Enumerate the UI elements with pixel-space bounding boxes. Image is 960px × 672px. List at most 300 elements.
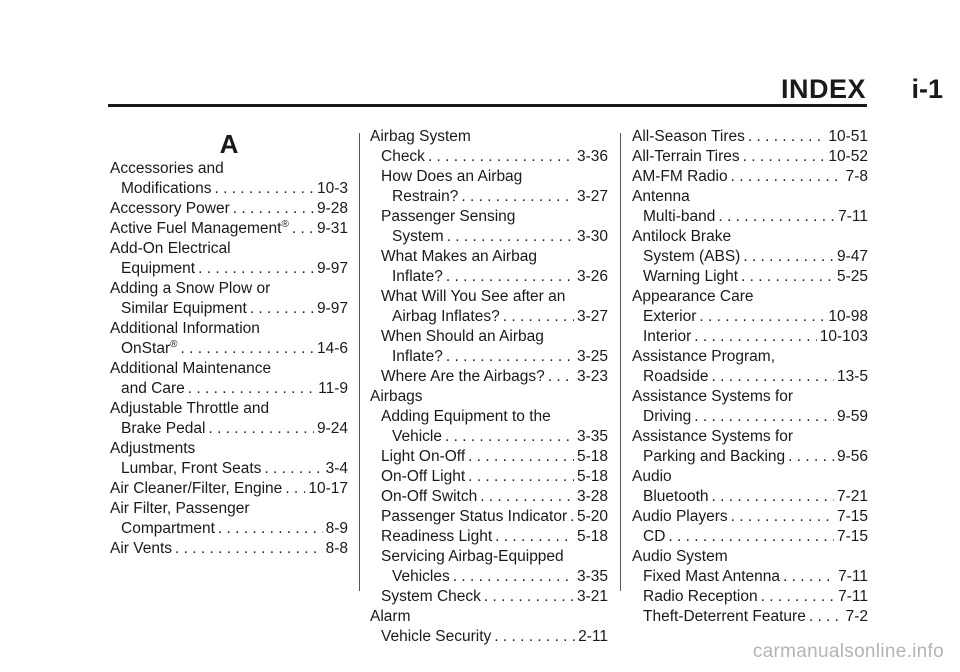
entry-label-text: and Care	[121, 380, 185, 397]
leader-dots	[484, 587, 574, 607]
entry-label	[381, 407, 551, 427]
entry-label-text: Adding a Snow Plow or	[110, 280, 271, 297]
index-entry	[110, 539, 348, 559]
index-entry	[110, 519, 348, 539]
entry-label-text: Compartment	[121, 520, 215, 537]
entry-label-text: How Does an Airbag	[381, 168, 523, 185]
entry-label-text: Roadside	[643, 368, 709, 385]
entry-page-ref: 10-52	[828, 148, 868, 165]
index-entry	[632, 207, 868, 227]
leader-dots	[468, 467, 574, 487]
index-entry	[632, 427, 868, 447]
index-entry	[370, 387, 608, 407]
index-entry	[370, 147, 608, 167]
entry-page-ref: 7-15	[836, 528, 868, 545]
entry-label	[381, 167, 522, 187]
entry-label-text: Vehicle Security	[381, 628, 492, 645]
entry-label	[643, 447, 785, 467]
column-divider	[620, 133, 621, 591]
entry-page-ref: 9-97	[316, 300, 348, 317]
index-entry	[632, 507, 868, 527]
entry-label	[643, 247, 740, 267]
entry-page-ref: 3-27	[576, 308, 608, 325]
entry-label-text: Air Vents	[110, 540, 173, 557]
entry-page-ref: 3-35	[576, 428, 608, 445]
index-entry	[370, 367, 608, 387]
entry-label-text: Warning Light	[643, 268, 739, 285]
index-entry	[110, 339, 348, 359]
index-entry	[370, 587, 608, 607]
leader-dots	[503, 307, 574, 327]
entry-label-text: Similar Equipment	[121, 300, 247, 317]
entry-label	[643, 407, 691, 427]
watermark-text: carmanualsonline.info	[752, 641, 944, 662]
entry-label-text: Adding Equipment to the	[381, 408, 551, 425]
entry-page-ref: 7-11	[838, 208, 868, 225]
index-entry	[632, 247, 868, 267]
entry-label-text: Light On-Off	[381, 448, 466, 465]
entry-page-ref: 9-97	[316, 260, 348, 277]
entry-page-ref: 7-8	[845, 168, 868, 185]
entry-label	[392, 267, 443, 287]
entry-label-text: Check	[381, 148, 425, 165]
index-entry	[110, 259, 348, 279]
leader-dots	[292, 219, 314, 239]
entry-label	[381, 507, 567, 527]
entry-label	[643, 327, 691, 347]
index-entry	[370, 187, 608, 207]
leader-dots	[175, 539, 323, 559]
entry-page-ref: 3-25	[576, 348, 608, 365]
entry-label	[121, 379, 185, 399]
leader-dots	[264, 459, 322, 479]
entry-page-ref: 9-31	[316, 220, 348, 237]
entry-label	[392, 347, 443, 367]
entry-page-ref: 7-2	[845, 608, 868, 625]
leader-dots	[461, 187, 574, 207]
entry-label	[392, 187, 458, 207]
entry-label-text: OnStar	[121, 340, 171, 357]
entry-label	[643, 367, 709, 387]
leader-dots	[809, 607, 843, 627]
entry-page-ref: 8-8	[325, 540, 348, 557]
entry-label	[110, 439, 195, 459]
index-entry	[632, 407, 868, 427]
leader-dots	[188, 379, 315, 399]
index-column-1	[110, 127, 348, 559]
entry-label	[632, 127, 745, 147]
header-rule	[108, 104, 867, 107]
entry-page-ref: 3-27	[576, 188, 608, 205]
entry-label	[381, 327, 544, 347]
entry-label	[643, 307, 696, 327]
index-entry	[370, 347, 608, 367]
entry-page-ref: 5-18	[576, 448, 608, 465]
entry-label-text: Inflate?	[392, 268, 443, 285]
leader-dots	[731, 167, 843, 187]
index-entry	[632, 547, 868, 567]
leader-dots	[699, 307, 825, 327]
entry-page-ref: 2-11	[578, 628, 608, 645]
leader-dots	[731, 507, 834, 527]
entry-label-text: Audio Players	[632, 508, 728, 525]
entry-label	[381, 367, 545, 387]
index-entry	[632, 227, 868, 247]
index-entry	[370, 167, 608, 187]
index-entry	[370, 247, 608, 267]
index-entry	[632, 127, 868, 147]
entry-label-text: Alarm	[370, 608, 411, 625]
index-entry	[632, 467, 868, 487]
entry-label	[632, 347, 775, 367]
entry-label-text: Passenger Sensing	[381, 208, 516, 225]
entry-label-text: Servicing Airbag-Equipped	[381, 548, 564, 565]
index-entry	[370, 567, 608, 587]
index-entry	[370, 207, 608, 227]
entry-label-text: Interior	[643, 328, 692, 345]
entry-label-text: Bluetooth	[643, 488, 709, 505]
index-entry	[370, 427, 608, 447]
index-entry	[110, 379, 348, 399]
index-entry	[110, 319, 348, 339]
entry-page-ref: 9-56	[836, 448, 868, 465]
leader-dots	[741, 267, 834, 287]
entry-label-text: Vehicles	[392, 568, 450, 585]
entry-label-text: What Makes an Airbag	[381, 248, 537, 265]
entry-label	[381, 247, 537, 267]
leader-dots	[570, 507, 574, 527]
entry-label-text: On-Off Light	[381, 468, 466, 485]
entry-label-text: Vehicle	[392, 428, 442, 445]
entry-page-ref: 10-98	[828, 308, 868, 325]
entry-label	[121, 179, 211, 199]
leader-dots	[743, 147, 826, 167]
entry-label-text: Additional Maintenance	[110, 360, 272, 377]
entry-label	[643, 567, 780, 587]
leader-dots	[218, 519, 323, 539]
entry-label	[643, 267, 738, 287]
entry-label-text: What Will You See after an	[381, 288, 566, 305]
entry-label	[381, 527, 492, 547]
leader-dots	[712, 367, 834, 387]
index-entry	[110, 419, 348, 439]
entry-label-text: Appearance Care	[632, 288, 754, 305]
entry-page-ref: 5-25	[836, 268, 868, 285]
column-divider	[359, 133, 360, 591]
entry-label-text: Assistance Systems for	[632, 428, 794, 445]
index-entry	[370, 507, 608, 527]
entry-label	[110, 319, 260, 339]
entry-label	[110, 479, 282, 499]
leader-dots	[208, 419, 314, 439]
entry-label-text: Restrain?	[392, 188, 459, 205]
entry-label	[110, 539, 172, 559]
entry-label-text: Driving	[643, 408, 692, 425]
index-entry	[632, 387, 868, 407]
index-entry	[110, 159, 348, 179]
leader-dots	[453, 567, 574, 587]
index-header-title: INDEX	[780, 74, 866, 104]
index-entry	[110, 299, 348, 319]
index-entry	[632, 347, 868, 367]
entry-label-text: Modifications	[121, 180, 212, 197]
index-entry	[110, 399, 348, 419]
entry-label	[392, 567, 450, 587]
entry-label-text: Audio System	[632, 548, 728, 565]
index-entry	[370, 607, 608, 627]
entry-page-ref: 5-18	[576, 528, 608, 545]
entry-label	[381, 147, 425, 167]
index-entry	[632, 147, 868, 167]
entry-label	[643, 587, 758, 607]
entry-label	[381, 587, 481, 607]
entry-label-text: Lumbar, Front Seats	[121, 460, 262, 477]
index-entry	[110, 459, 348, 479]
entry-label	[110, 399, 269, 419]
leader-dots	[694, 327, 816, 347]
entry-page-ref: 9-24	[316, 420, 348, 437]
entry-label-text: Airbag System	[370, 128, 471, 145]
index-entry	[370, 287, 608, 307]
leader-dots	[447, 227, 574, 247]
entry-label-text: Antenna	[632, 188, 690, 205]
entry-label	[381, 447, 465, 467]
entry-page-ref: 3-21	[576, 588, 608, 605]
entry-label	[632, 187, 690, 207]
entry-page-ref: 3-30	[576, 228, 608, 245]
index-column-3	[632, 127, 868, 627]
entry-label	[392, 307, 500, 327]
leader-dots	[198, 259, 314, 279]
entry-label	[110, 159, 224, 179]
entry-label-text: Exterior	[643, 308, 697, 325]
entry-page-ref: 5-20	[576, 508, 608, 525]
index-entry	[370, 487, 608, 507]
index-column-2	[370, 127, 608, 647]
registered-mark: ®	[170, 339, 178, 350]
entry-page-ref: 3-35	[576, 568, 608, 585]
index-entry	[370, 547, 608, 567]
index-entry	[632, 607, 868, 627]
index-entry	[632, 567, 868, 587]
entry-label	[632, 467, 672, 487]
entry-page-ref: 3-23	[576, 368, 608, 385]
leader-dots	[468, 447, 574, 467]
index-entry	[370, 127, 608, 147]
entry-label-text: All-Terrain Tires	[632, 148, 740, 165]
entry-label-text: System	[392, 228, 444, 245]
leader-dots	[480, 487, 574, 507]
entry-page-ref: 9-28	[316, 200, 348, 217]
entry-label-text: AM-FM Radio	[632, 168, 728, 185]
leader-dots	[428, 147, 574, 167]
entry-label	[392, 227, 444, 247]
index-entry	[370, 267, 608, 287]
entry-label-text: Readiness Light	[381, 528, 493, 545]
entry-label-text: Where Are the Airbags?	[381, 368, 545, 385]
leader-dots	[668, 527, 834, 547]
entry-label-text: Air Filter, Passenger	[110, 500, 250, 517]
entry-label	[381, 487, 477, 507]
entry-label	[632, 167, 728, 187]
entry-label-text: Radio Reception	[643, 588, 758, 605]
entry-label-text: Airbags	[370, 388, 423, 405]
entry-label	[643, 527, 665, 547]
leader-dots	[718, 207, 835, 227]
entry-page-ref: 7-11	[838, 568, 868, 585]
entry-label	[121, 339, 177, 359]
leader-dots	[495, 527, 574, 547]
entry-page-ref: 8-9	[325, 520, 348, 537]
entry-label	[632, 507, 728, 527]
entry-label	[632, 427, 793, 447]
index-entry	[370, 467, 608, 487]
index-entry	[370, 407, 608, 427]
entry-label	[632, 387, 793, 407]
entry-label-text: Adjustments	[110, 440, 196, 457]
entry-page-ref: 9-59	[836, 408, 868, 425]
entry-label	[643, 207, 715, 227]
index-entry	[110, 279, 348, 299]
index-entry	[632, 167, 868, 187]
entry-label	[121, 259, 195, 279]
index-entry	[632, 367, 868, 387]
entry-label-text: Multi-band	[643, 208, 716, 225]
entry-label	[381, 287, 565, 307]
entry-page-ref: 14-6	[316, 340, 348, 357]
index-entry	[632, 327, 868, 347]
index-entry	[110, 439, 348, 459]
entry-label	[632, 547, 728, 567]
entry-label	[121, 419, 205, 439]
entry-page-ref: 3-4	[325, 460, 348, 477]
entry-label-text: Fixed Mast Antenna	[643, 568, 780, 585]
entry-label	[121, 299, 247, 319]
entry-page-ref: 7-21	[836, 488, 868, 505]
entry-page-ref: 10-3	[316, 180, 348, 197]
entry-label	[381, 547, 564, 567]
index-entry	[632, 187, 868, 207]
registered-mark: ®	[281, 219, 289, 230]
leader-dots	[446, 347, 574, 367]
entry-label	[392, 427, 442, 447]
entry-label-text: Accessories and	[110, 160, 224, 177]
entry-label	[643, 607, 806, 627]
entry-label	[370, 607, 410, 627]
entry-label	[110, 279, 270, 299]
entry-page-ref: 10-51	[828, 128, 868, 145]
index-entry	[110, 179, 348, 199]
index-entry	[632, 527, 868, 547]
entry-page-ref: 3-26	[576, 268, 608, 285]
index-entry	[632, 587, 868, 607]
entry-label-text: Air Cleaner/Filter, Engine	[110, 480, 283, 497]
entry-label-text: Audio	[632, 468, 672, 485]
entry-page-ref: 7-11	[838, 588, 868, 605]
entry-label-text: Accessory Power	[110, 200, 230, 217]
entry-label-text: Airbag Inflates?	[392, 308, 500, 325]
entry-label-text: Passenger Status Indicator	[381, 508, 568, 525]
entry-label-text: Active Fuel Management	[110, 220, 282, 237]
index-entry	[370, 327, 608, 347]
index-entry	[370, 447, 608, 467]
page-number: i-1	[911, 74, 943, 104]
entry-page-ref: 3-28	[576, 488, 608, 505]
index-entry	[632, 267, 868, 287]
entry-label	[370, 127, 471, 147]
index-entry	[370, 227, 608, 247]
entry-label	[110, 219, 289, 239]
leader-dots	[783, 567, 835, 587]
index-entry	[632, 487, 868, 507]
leader-dots	[494, 627, 575, 647]
leader-dots	[694, 407, 834, 427]
index-entry	[110, 239, 348, 259]
index-entry	[370, 627, 608, 647]
index-entry	[370, 307, 608, 327]
index-entry	[110, 359, 348, 379]
entry-label	[110, 499, 250, 519]
entry-label	[121, 519, 215, 539]
entry-label	[110, 199, 230, 219]
entry-label	[632, 287, 754, 307]
entry-label-text: Brake Pedal	[121, 420, 206, 437]
entry-label-text: Theft-Deterrent Feature	[643, 608, 806, 625]
entry-page-ref: 7-15	[836, 508, 868, 525]
entry-label	[381, 467, 465, 487]
entry-label-text: Assistance Program,	[632, 348, 775, 365]
leader-dots	[761, 587, 836, 607]
index-entry	[110, 479, 348, 499]
entry-page-ref: 9-47	[836, 248, 868, 265]
entry-label-text: System (ABS)	[643, 248, 741, 265]
entry-page-ref: 11-9	[318, 380, 348, 397]
entry-page-ref: 3-36	[576, 148, 608, 165]
entry-label	[121, 459, 261, 479]
index-entry	[370, 527, 608, 547]
entry-label	[632, 147, 740, 167]
entry-label-text: On-Off Switch	[381, 488, 478, 505]
entry-label-text: Assistance Systems for	[632, 388, 794, 405]
entry-label-text: When Should an Airbag	[381, 328, 544, 345]
entry-label	[381, 207, 515, 227]
entry-label-text: Additional Information	[110, 320, 260, 337]
entry-label-text: CD	[643, 528, 666, 545]
leader-dots	[250, 299, 314, 319]
leader-dots	[548, 367, 574, 387]
index-entry	[110, 499, 348, 519]
index-entry	[632, 287, 868, 307]
entry-label-text: Inflate?	[392, 348, 443, 365]
entry-label	[110, 239, 231, 259]
entry-page-ref: 10-103	[819, 328, 868, 345]
leader-dots	[214, 179, 314, 199]
entry-label-text: Adjustable Throttle and	[110, 400, 270, 417]
entry-label-text: Parking and Backing	[643, 448, 786, 465]
entry-label-text: Equipment	[121, 260, 196, 277]
leader-dots	[712, 487, 834, 507]
entry-label-text: Antilock Brake	[632, 228, 732, 245]
section-letter-heading: A	[219, 129, 239, 159]
entry-label-text: All-Season Tires	[632, 128, 745, 145]
leader-dots	[285, 479, 305, 499]
leader-dots	[445, 427, 574, 447]
entry-label-text: System Check	[381, 588, 481, 605]
leader-dots	[748, 127, 825, 147]
entry-page-ref: 13-5	[836, 368, 868, 385]
entry-label	[632, 227, 731, 247]
index-entry	[110, 219, 348, 239]
